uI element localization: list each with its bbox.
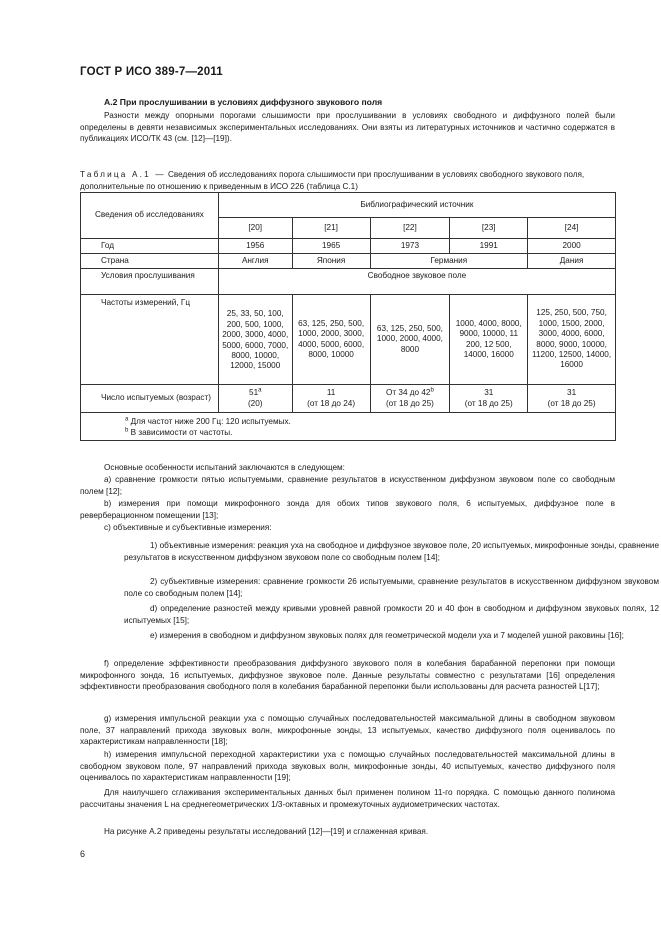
year-cell: 1956 (218, 239, 292, 254)
footnote-marker: b (430, 387, 434, 394)
table-notes (81, 413, 616, 441)
features-intro: Основные особенности испытаний заключаются в следующем: (104, 463, 345, 472)
subjects-age: (20) (247, 398, 263, 408)
table-caption-text: Сведения об исследованиях порога слышимости при прослушивании в условиях свободного звукового поля, дополнительные по отношению к приведенным в ИСО 226 (таблица С.1) (80, 170, 585, 191)
year-cell: 1973 (370, 239, 450, 254)
figure-reference-paragraph: На рисунке А.2 приведены результаты исследований [12]—[19] и сглаженная кривая. (104, 827, 429, 836)
studies-table (80, 192, 616, 441)
subjects-cell (218, 385, 292, 413)
list-item-c2: 2) субъективные измерения: сравнение громкости 26 испытуемыми, сравнение результатов в искусственном диффузном звуковом поле со свободным полем [14]; (124, 577, 659, 598)
subjects-count: 11 (326, 388, 336, 398)
subjects-age: (от 18 до 24) (307, 398, 356, 408)
subjects-age: (от 18 до 25) (385, 398, 434, 408)
subjects-count: 51 (249, 388, 259, 398)
ref-cell: [21] (292, 218, 370, 239)
subjects-count: От 34 до 42 (386, 388, 431, 398)
list-item-c1: 1) объективные измерения: реакция уха на свободное и диффузное звуковое поле, 20 испытуемых, микрофонные зонды, сравнение результатов в искусственном диффузном звуковом поле со свободным полем [14]; (124, 541, 659, 562)
ref-cell: [22] (370, 218, 450, 239)
table-note-b: $^b$ В зависимости от частоты. (125, 426, 233, 437)
list-item-e: e) измерения в свободном и диффузном звуковых полях для геометрической модели уха и 7 моделей ушной раковины [16]; (150, 631, 624, 640)
country-cell: Дания (528, 254, 616, 269)
row-label-subjects: Число испытуемых (возраст) (81, 385, 219, 413)
section-number: А.2 (104, 97, 118, 107)
subjects-cell (292, 385, 370, 413)
table-caption (80, 169, 615, 192)
header-sources-group: Библиографический источник (218, 193, 615, 218)
year-cell: 2000 (528, 239, 616, 254)
subjects-cell (370, 385, 450, 413)
year-cell: 1965 (292, 239, 370, 254)
country-cell: Англия (218, 254, 292, 269)
list-item-d: d) определение разностей между кривыми уровней равной громкости 20 и 40 фон в свободном и диффузном звуковых полях, 12 испытуемых [15]; (124, 604, 659, 625)
frequency-cell: 1000, 4000, 8000, 9000, 10000, 11 200, 12 500, 14000, 16000 (450, 295, 528, 385)
row-label-frequencies: Частоты измерений, Гц (81, 295, 219, 385)
year-cell: 1991 (450, 239, 528, 254)
subjects-cell (528, 385, 616, 413)
section-heading (104, 97, 382, 107)
list-item-h: h) измерения импульсной переходной характеристики уха с помощью случайных последовательностей максимальной длины в свободном звуковом поле, 97 направлений прихода звуковых волн, микрофонные зонды, 40 испытуемых, качество диффузного поля оценивалось по характеристикам направленности [19]; (80, 750, 615, 783)
intro-paragraph: Разности между опорными порогами слышимости при прослушивании в условиях свободного и диффузного полей были определены в девяти независимых экспериментальных исследованиях. Они взяты из литературных источников и частично содержатся в публикациях ИСО/ТК 43 (см. [12]—[19]). (80, 111, 615, 144)
list-item-g: g) измерения импульсной реакции уха с помощью случайных последовательностей максимальной длины в свободном звуковом поле, 37 направлений прихода звуковых волн, микрофонные зонды, 13 испытуемых, качество диффузного поля оценивалось по характеристикам направленности [18]; (80, 714, 615, 747)
ref-cell: [24] (528, 218, 616, 239)
document-header: ГОСТ Р ИСО 389-7—2011 (80, 66, 223, 78)
frequency-cell: 25, 33, 50, 100, 200, 500, 1000, 2000, 3000, 4000, 5000, 6000, 7000, 8000, 10000, 12000, 15000 (218, 295, 292, 385)
subjects-count: 31 (484, 388, 494, 398)
polynomial-paragraph: Для наилучшего сглаживания экспериментальных данных был применен полином 11-го порядка. С помощью данного полинома рассчитаны значения L на среднегеометрических 1/3-октавных и промежуточных аудиометрических частотах. (80, 788, 615, 809)
row-label-year: Год (81, 239, 219, 254)
subjects-age: (от 18 до 25) (464, 398, 513, 408)
row-label-conditions: Условия прослушивания (81, 269, 219, 295)
row-label-country: Страна (81, 254, 219, 269)
frequency-cell: 63, 125, 250, 500, 1000, 2000, 4000, 8000 (370, 295, 450, 385)
frequency-cell: 125, 250, 500, 750, 1000, 1500, 2000, 3000, 4000, 6000, 8000, 9000, 10000, 11200, 12500, 14000, 16000 (528, 295, 616, 385)
list-item-a: а) сравнение громкости пятью испытуемыми, сравнение результатов в искусственном диффузном звуковом поле со свободным полем [12]; (80, 475, 615, 496)
table-caption-prefix: Таблица А.1 — (80, 170, 166, 179)
subjects-cell (450, 385, 528, 413)
list-item-c: с) объективные и субъективные измерения: (104, 523, 272, 532)
subjects-age: (от 18 до 25) (547, 398, 596, 408)
ref-cell: [20] (218, 218, 292, 239)
page-number: 6 (80, 849, 86, 859)
header-studies-info: Сведения об исследованиях (81, 193, 219, 239)
footnote-marker: a (258, 387, 262, 394)
country-cell: Япония (292, 254, 370, 269)
table-note-a: $^a$ Для частот ниже 200 Гц: 120 испытуемых. (125, 415, 291, 426)
country-cell: Германия (370, 254, 528, 269)
ref-cell: [23] (450, 218, 528, 239)
conditions-cell: Свободное звуковое поле (218, 269, 615, 295)
frequency-cell: 63, 125, 250, 500, 1000, 2000, 3000, 4000, 5000, 6000, 8000, 10000 (292, 295, 370, 385)
list-item-b: b) измерения при помощи микрофонного зонда для обоих типов звукового поля, 6 испытуемых, диффузное поле в реверберационном помещении [13]; (80, 499, 615, 520)
section-title: При прослушивании в условиях диффузного звукового поля (119, 97, 383, 107)
list-item-f: f) определение эффективности преобразования диффузного звукового поля в колебания барабанной перепонки при помощи микрофонного зонда, 16 испытуемых, диффузное звуковое поле. Данные результаты совместно с результатами [16] определения эффективности преобразования свободного поля в колебания барабанной перепонки были использованы для расчета разностей L[17]; (80, 659, 615, 692)
subjects-count: 31 (567, 388, 577, 398)
